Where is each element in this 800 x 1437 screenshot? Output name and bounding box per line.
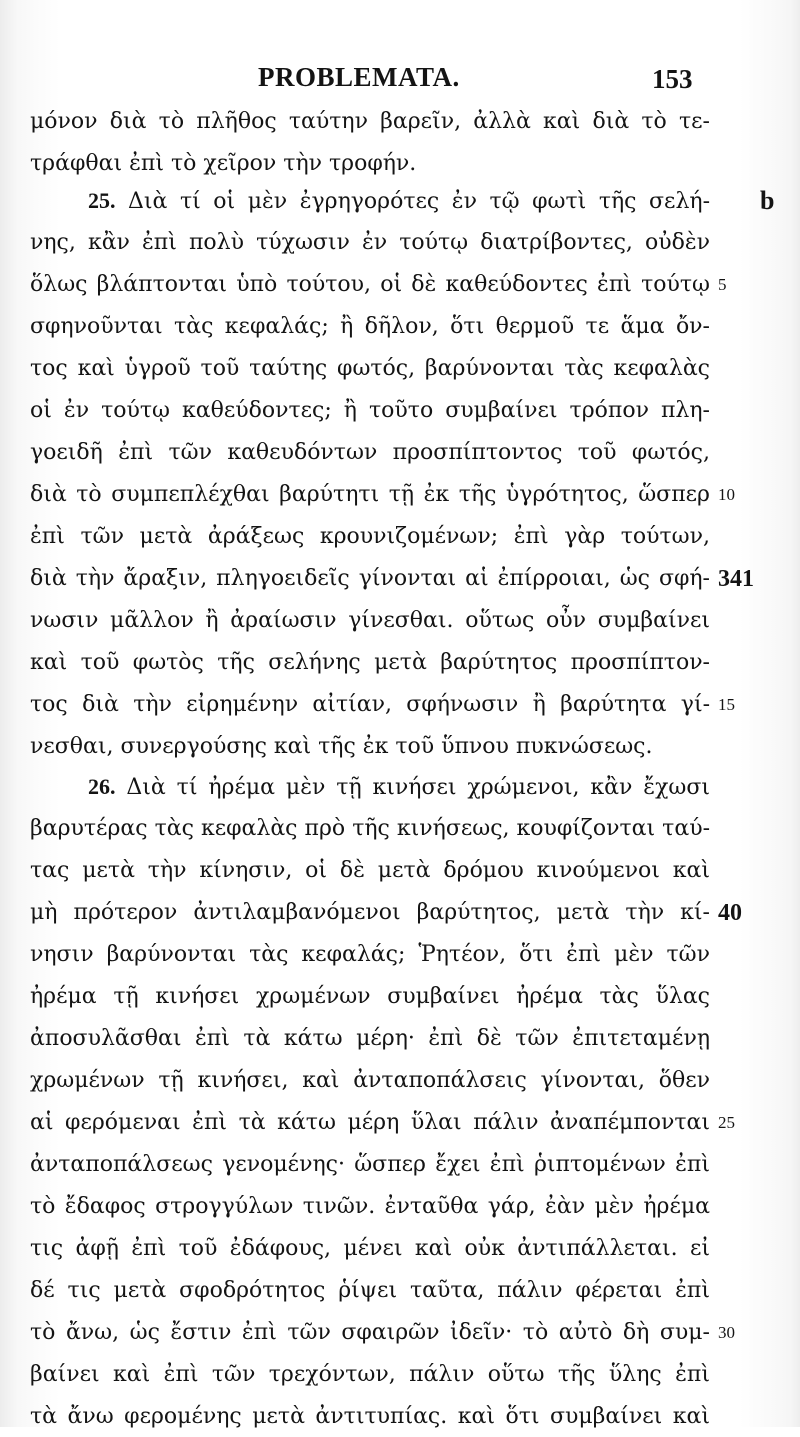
text-line: τας μετὰ τὴν κίνησιν, οἱ δὲ μετὰ δρόμου κινούμενοι καὶ: [30, 858, 710, 883]
text-line: τος διὰ τὴν εἰρημένην αἰτίαν, σφήνωσιν ἢ βαρύτητα γί-: [30, 692, 710, 717]
page-header: [0, 58, 800, 98]
text-line: μὴ πρότερον ἀντιλαμβανόμενοι βαρύτητος, μετὰ τὴν κί-: [30, 900, 710, 925]
text-line: διὰ τὴν ἄραξιν, πληγοειδεῖς γίνονται αἱ ἐπίρροιαι, ὡς σφή-: [30, 566, 710, 591]
text-line: τὸ ἔδαφος στρογγύλων τινῶν. ἐνταῦθα γάρ, ἐὰν μὲν ἠρέμα: [30, 1194, 710, 1219]
section-line: [88, 767, 710, 807]
text-line: ὅλως βλάπτονται ὑπὸ τούτου, οἱ δὲ καθεύδοντες ἐπὶ τούτῳ: [30, 272, 710, 297]
text-line: δέ τις μετὰ σφοδρότητος ῥίψει ταῦτα, πάλιν φέρεται ἐπὶ: [30, 1278, 710, 1303]
line-number: 25: [718, 1113, 735, 1132]
text-line: νης, κἂν ἐπὶ πολὺ τύχωσιν ἐν τούτῳ διατρίβοντες, οὐδὲν: [30, 230, 710, 255]
text-line: τὰ ἄνω φερομένης μετὰ ἀντιτυπίας. καὶ ὅτι συμβαίνει καὶ: [30, 1404, 710, 1429]
line-number: 10: [718, 485, 735, 504]
text-line: βαρυτέρας τὰς κεφαλὰς πρὸ τῆς κινήσεως, κουφίζονται ταύ-: [30, 816, 710, 841]
text-line: ἐπὶ τῶν μετὰ ἀράξεως κρουνιζομένων; ἐπὶ γὰρ τούτων,: [30, 524, 710, 549]
text-line: ἀνταποπάλσεως γενομένης· ὥσπερ ἔχει ἐπὶ ῥιπτομένων ἐπὶ: [30, 1152, 710, 1177]
text-line: αἱ φερόμεναι ἐπὶ τὰ κάτω μέρη ὕλαι πάλιν ἀναπέμπονται: [30, 1110, 710, 1135]
text-line: τις ἀφῇ ἐπὶ τοῦ ἐδάφους, μένει καὶ οὐκ ἀντιπάλλεται. εἰ: [30, 1236, 710, 1261]
edition-reference: 40: [718, 900, 742, 926]
text-line: ἀποσυλᾶσθαι ἐπὶ τὰ κάτω μέρη· ἐπὶ δὲ τῶν ἐπιτεταμένῃ: [30, 1026, 710, 1051]
text-line: βαίνει καὶ ἐπὶ τῶν τρεχόντων, πάλιν οὕτω τῆς ὕλης ἐπὶ: [30, 1362, 710, 1387]
section-line: [88, 181, 710, 221]
text-line: τος καὶ ὑγροῦ τοῦ ταύτης φωτός, βαρύνονται τὰς κεφαλὰς: [30, 356, 710, 381]
text-line: χρωμένων τῇ κινήσει, καὶ ἀνταποπάλσεις γίνονται, ὅθεν: [30, 1068, 710, 1093]
column-marker: b: [760, 186, 775, 215]
text-line-content: Διὰ τί ἠρέμα μὲν τῇ κινήσει χρώμενοι, κἂν ἔχωσι: [126, 775, 711, 800]
line-number: 30: [718, 1323, 735, 1342]
text-line: νωσιν μᾶλλον ἢ ἀραίωσιν γίνεσθαι. οὕτως οὖν συμβαίνει: [30, 608, 710, 633]
page-number: 153: [652, 64, 693, 94]
text-line: διὰ τὸ συμπεπλέχθαι βαρύτητι τῇ ἐκ τῆς ὑγρότητος, ὥσπερ: [30, 482, 710, 507]
section-number: 25.: [88, 188, 116, 213]
section-number: 26.: [88, 774, 116, 799]
text-line: νησιν βαρύνονται τὰς κεφαλάς; Ῥητέον, ὅτι ἐπὶ μὲν τῶν: [30, 942, 710, 967]
text-line: καὶ τοῦ φωτὸς τῆς σελήνης μετὰ βαρύτητος προσπίπτον-: [30, 650, 710, 675]
edition-reference: 341: [718, 566, 754, 592]
text-line: οἱ ἐν τούτῳ καθεύδοντες; ἢ τοῦτο συμβαίνει τρόπον πλη-: [30, 398, 710, 423]
text-line: τὸ ἄνω, ὡς ἔστιν ἐπὶ τῶν σφαιρῶν ἰδεῖν· τὸ αὐτὸ δὴ συμ-: [30, 1320, 710, 1345]
text-line: μόνον διὰ τὸ πλῆθος ταύτην βαρεῖν, ἀλλὰ καὶ διὰ τὸ τε-: [30, 109, 710, 134]
line-number: 15: [718, 695, 735, 714]
text-line: σφηνοῦνται τὰς κεφαλάς; ἢ δῆλον, ὅτι θερμοῦ τε ἅμα ὄν-: [30, 314, 710, 339]
text-line: γοειδῆ ἐπὶ τῶν καθευδόντων προσπίπτοντος τοῦ φωτός,: [30, 440, 710, 465]
text-line: τράφθαι ἐπὶ τὸ χεῖρον τὴν τροφήν.: [30, 151, 417, 176]
text-line: ἠρέμα τῇ κινήσει χρωμένων συμβαίνει ἠρέμα τὰς ὕλας: [30, 984, 710, 1009]
text-line: νεσθαι, συνεργούσης καὶ τῆς ἐκ τοῦ ὕπνου πυκνώσεως.: [30, 734, 653, 759]
text-line-content: Διὰ τί οἱ μὲν ἐγρηγορότες ἐν τῷ φωτὶ τῆς σελή-: [128, 189, 711, 214]
line-number: 5: [718, 275, 727, 294]
running-title: PROBLEMATA.: [258, 62, 460, 92]
